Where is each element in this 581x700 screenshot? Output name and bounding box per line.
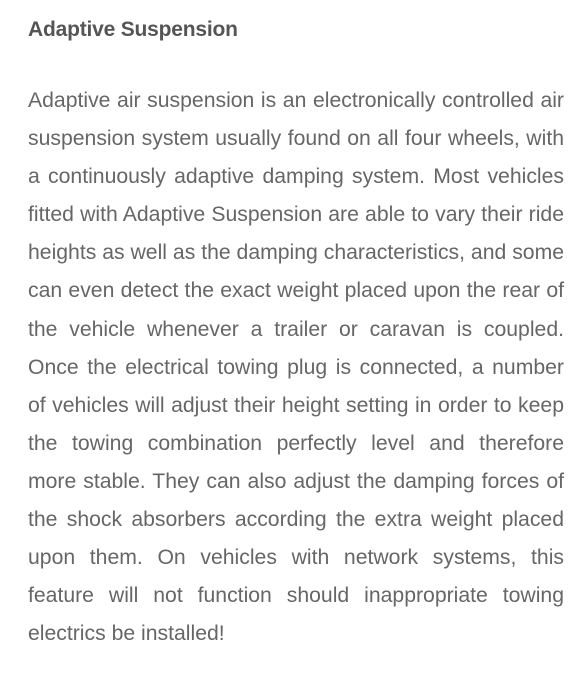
article-body: Adaptive air suspension is an electronically controlled air suspension system usually found on all four wheels, with a continuously adaptive damping system. Most vehicles fitted with Adaptive Suspension are able to vary their ride heights as well as the damping characteristics, and some can even detect the exact weight placed upon the rear of the vehicle whenever a trailer or caravan is coupled. Once the electrical towing plug is connected, a number of vehicles will adjust their height setting in order to keep the towing combination perfectly level and therefore more stable. They can also adjust the damping forces of the shock absorbers according the extra weight placed upon them. On vehicles with network systems, this feature will not function should inappropriate towing electrics be installed! bbox=[28, 89, 564, 646]
article-title: Adaptive Suspension bbox=[28, 18, 238, 41]
